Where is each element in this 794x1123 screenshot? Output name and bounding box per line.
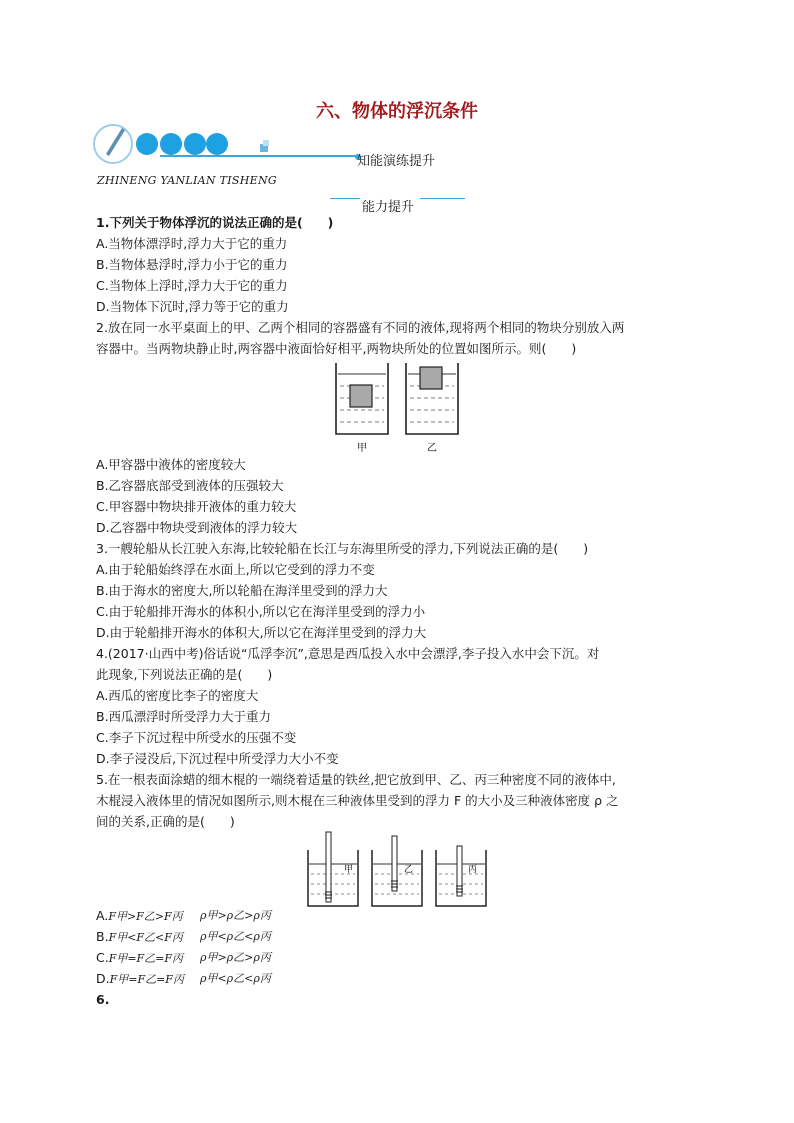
- q5-stem-line2: 木棍浸入液体里的情况如图所示,则木棍在三种液体里受到的浮力 F 的大小及三种液体密度 ρ 之: [96, 793, 619, 808]
- block-jia: [350, 385, 372, 407]
- page-title: 六、物体的浮沉条件: [316, 101, 478, 122]
- q4-stem-line1: 4.(2017·山西中考)俗话说“瓜浮李沉”,意思是西瓜投入水中会漂浮,李子投入水中会下沉。对: [96, 646, 600, 661]
- dot-4: [206, 133, 228, 155]
- q4-option-c: C.李子下沉过程中所受水的压强不变: [96, 730, 297, 745]
- q5-option-d: [96, 970, 271, 989]
- q5-option-b-force: F甲<F乙<F丙: [108, 931, 183, 944]
- q1-stem: 1.下列关于物体浮沉的说法正确的是( ): [96, 215, 334, 230]
- q5-option-d-letter: D.: [96, 971, 110, 986]
- q1-option-c: C.当物体上浮时,浮力大于它的重力: [96, 278, 288, 293]
- q5-option-a-letter: A.: [96, 908, 109, 923]
- q5-option-d-density: ρ甲<ρ乙<ρ丙: [200, 972, 271, 985]
- q5-option-c-force: F甲=F乙=F丙: [108, 952, 184, 965]
- dot-1: [136, 133, 158, 155]
- stick-yi: [392, 836, 397, 891]
- q2-stem-line2: 容器中。当两物块静止时,两容器中液面恰好相平,两物块所处的位置如图所示。则( ): [96, 341, 577, 356]
- q5-option-c-letter: C.: [96, 950, 109, 965]
- q5-option-c: [96, 949, 271, 968]
- square-deco-2: [263, 140, 269, 146]
- q5-option-b-density: ρ甲<ρ乙<ρ丙: [200, 930, 271, 943]
- section-line-right: [420, 198, 465, 199]
- fig5-label-jia: 甲: [344, 865, 354, 875]
- banner-pinyin: ZHINENG YANLIAN TISHENG: [97, 174, 277, 187]
- q3-option-c: C.由于轮船排开海水的体积小,所以它在海洋里受到的浮力小: [96, 604, 426, 619]
- q5-option-b-letter: B.: [96, 929, 109, 944]
- q3-option-d: D.由于轮船排开海水的体积大,所以它在海洋里受到的浮力大: [96, 625, 427, 640]
- q5-figure: [300, 830, 490, 910]
- q2-option-a: A.甲容器中液体的密度较大: [96, 457, 246, 472]
- q5-option-a: [96, 907, 271, 926]
- q1-option-a: A.当物体漂浮时,浮力大于它的重力: [96, 236, 288, 251]
- container-jia: [336, 363, 388, 434]
- q2-option-d: D.乙容器中物块受到液体的浮力较大: [96, 520, 298, 535]
- container-yi: [406, 363, 458, 434]
- section-line-left: [330, 198, 360, 199]
- fig5-label-yi: 乙: [404, 865, 414, 875]
- fig2-label-yi: 乙: [427, 443, 437, 454]
- q2-option-c: C.甲容器中物块排开液体的重力较大: [96, 499, 297, 514]
- fig5-label-bing: 丙: [468, 865, 478, 875]
- q5-option-c-density: ρ甲>ρ乙>ρ丙: [200, 951, 271, 964]
- banner-label: 知能演练提升: [357, 154, 436, 169]
- banner-line: [160, 155, 356, 157]
- q4-option-a: A.西瓜的密度比李子的密度大: [96, 688, 259, 703]
- q2-option-b: B.乙容器底部受到液体的压强较大: [96, 478, 284, 493]
- q5-option-a-density: ρ甲>ρ乙>ρ丙: [200, 909, 271, 922]
- q3-stem: 3.一艘轮船从长江驶入东海,比较轮船在长江与东海里所受的浮力,下列说法正确的是( ): [96, 541, 589, 556]
- q2-stem-line1: 2.放在同一水平桌面上的甲、乙两个相同的容器盛有不同的液体,现将两个相同的物块分别放入两: [96, 320, 625, 335]
- beaker-jia: [308, 832, 358, 906]
- q2-figure: [330, 360, 465, 456]
- q3-option-b: B.由于海水的密度大,所以轮船在海洋里受到的浮力大: [96, 583, 388, 598]
- beaker-bing: [436, 846, 486, 906]
- q5-stem-line3: 间的关系,正确的是( ): [96, 814, 235, 829]
- q5-stem-line1: 5.在一根表面涂蜡的细木棍的一端绕着适量的铁丝,把它放到甲、乙、丙三种密度不同的液体中,: [96, 772, 616, 787]
- beaker-yi: [372, 836, 422, 906]
- q4-option-d: D.李子浸没后,下沉过程中所受浮力大小不变: [96, 751, 339, 766]
- q1-option-d: D.当物体下沉时,浮力等于它的重力: [96, 299, 289, 314]
- fig2-label-jia: 甲: [357, 443, 367, 454]
- q6-number: 6.: [96, 992, 110, 1007]
- banner-graphic: [92, 122, 367, 170]
- section-title: 能力提升: [362, 200, 415, 215]
- q5-option-b: [96, 928, 271, 947]
- q5-option-a-force: F甲>F乙>F丙: [108, 910, 183, 923]
- q3-option-a: A.由于轮船始终浮在水面上,所以它受到的浮力不变: [96, 562, 375, 577]
- q4-option-b: B.西瓜漂浮时所受浮力大于重力: [96, 709, 272, 724]
- dot-2: [160, 133, 182, 155]
- q1-option-b: B.当物体悬浮时,浮力小于它的重力: [96, 257, 288, 272]
- q5-option-d-force: F甲=F乙=F丙: [109, 973, 184, 986]
- q4-stem-line2: 此现象,下列说法正确的是( ): [96, 667, 273, 682]
- dot-3: [184, 133, 206, 155]
- block-yi: [420, 367, 442, 389]
